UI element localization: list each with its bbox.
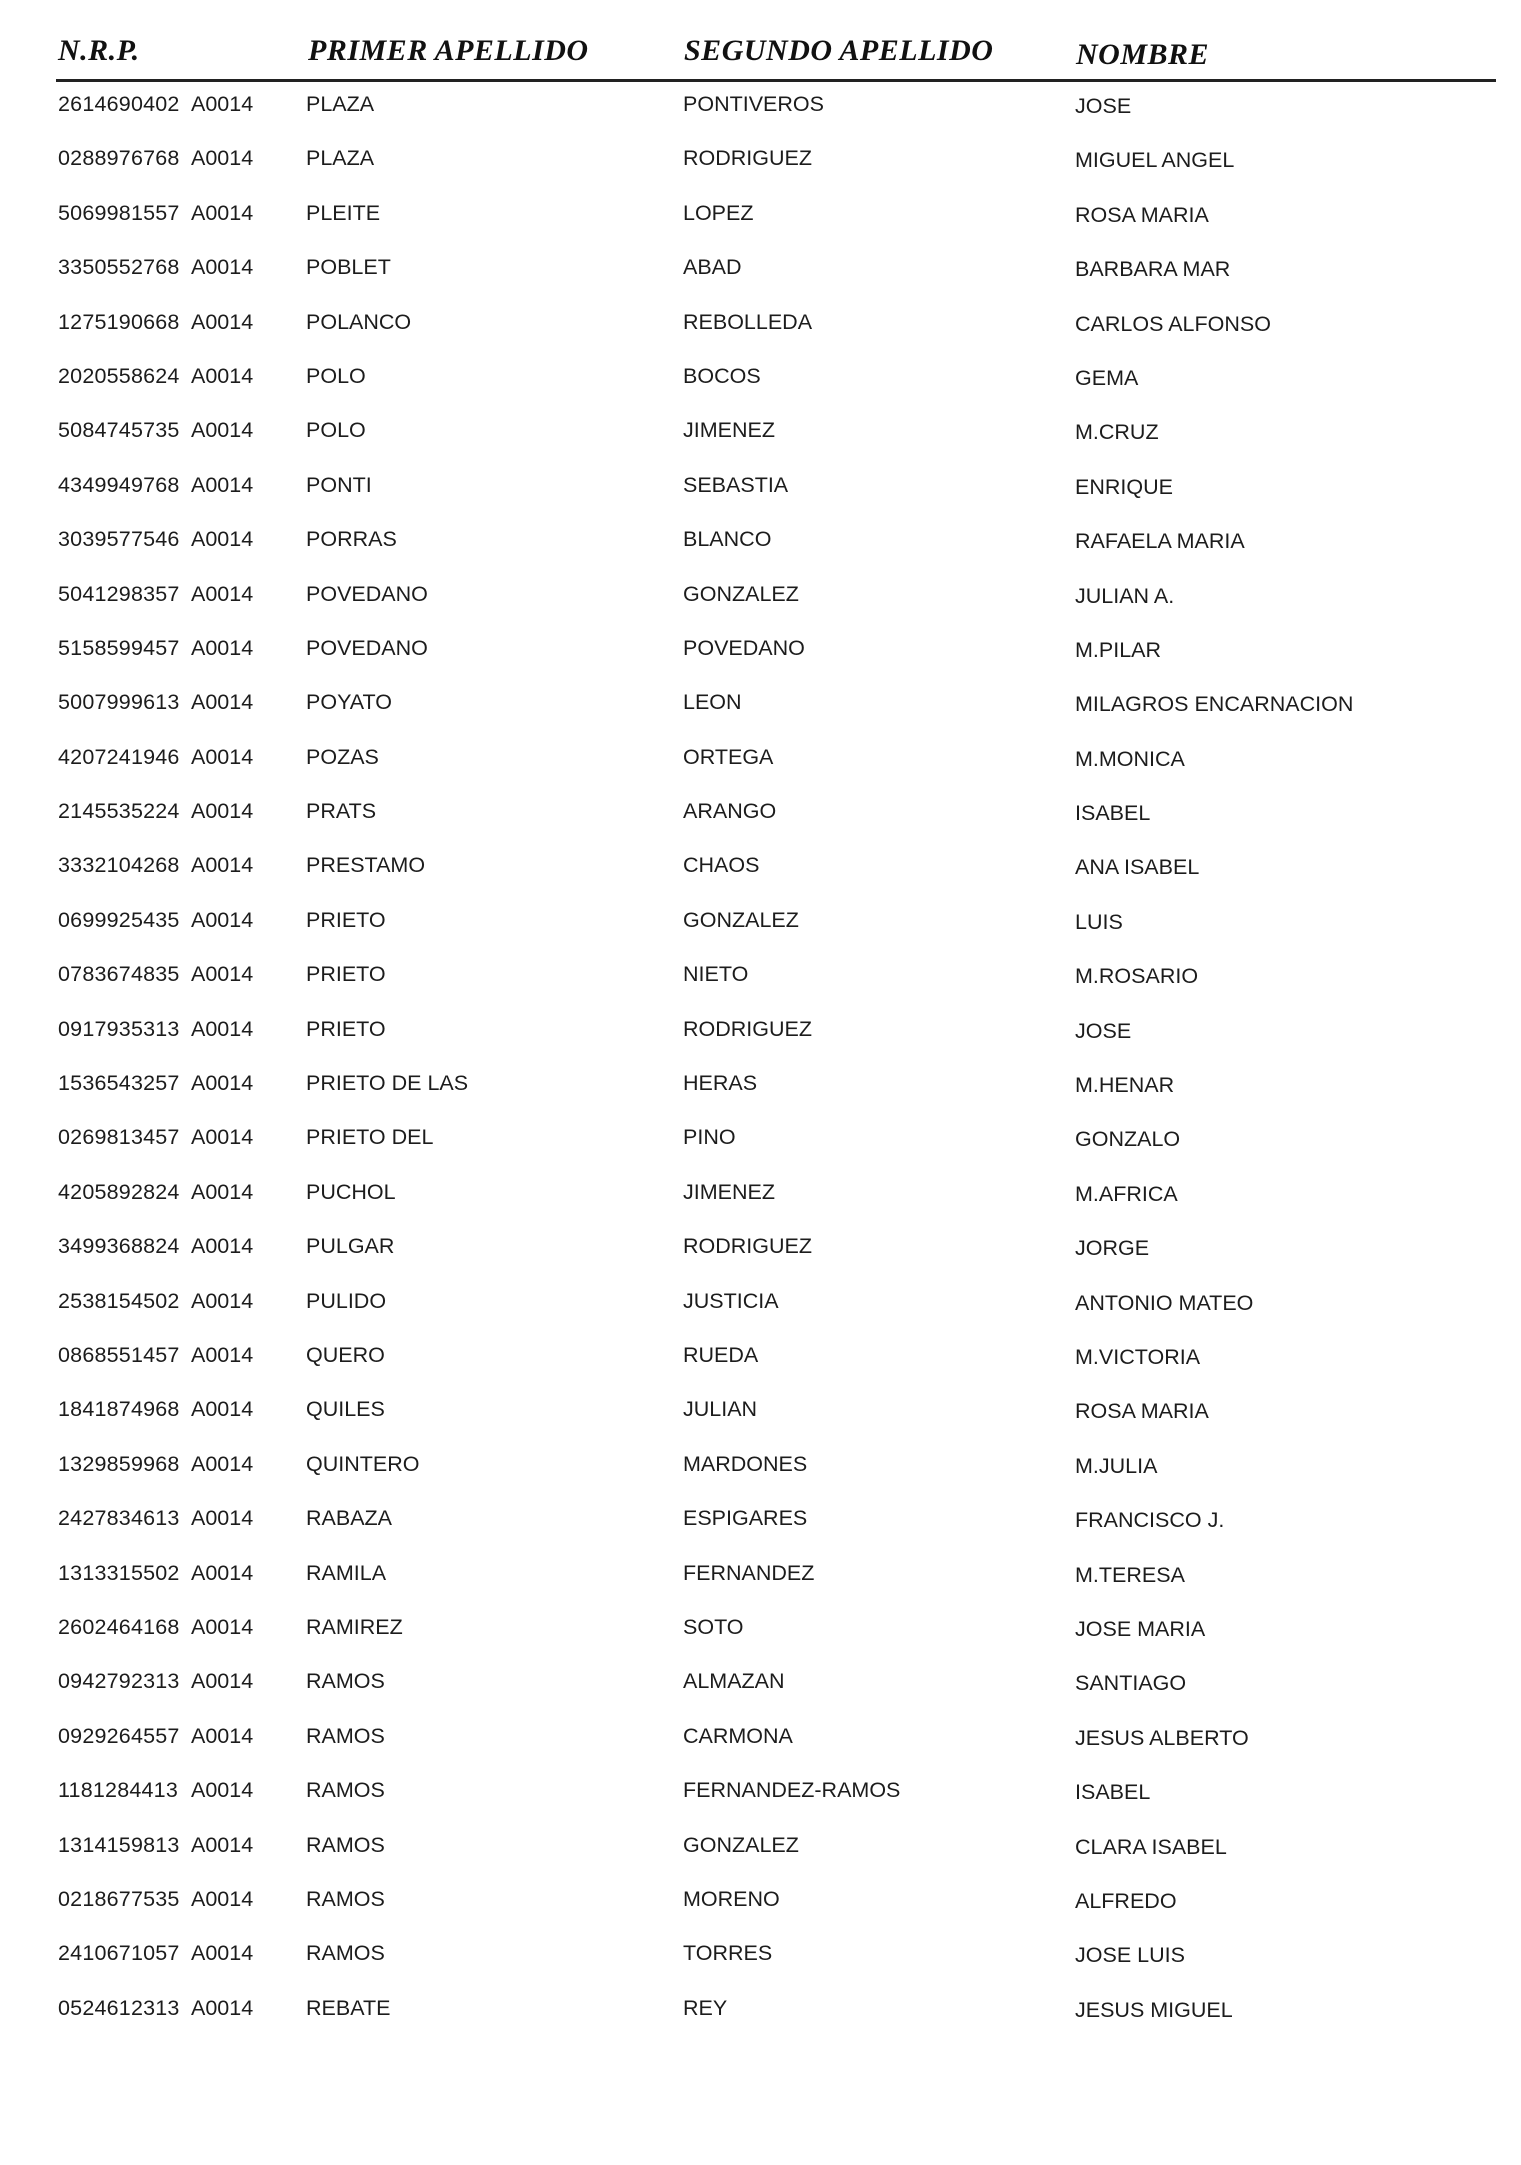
cell-primer-apellido: POLO <box>306 418 366 443</box>
cell-primer-apellido: PULIDO <box>306 1288 387 1313</box>
cell-primer-apellido: PLAZA <box>306 146 375 171</box>
cell-nombre: M.VICTORIA <box>1075 1344 1201 1369</box>
cell-code: A0014 <box>191 363 254 388</box>
table-row <box>0 354 1521 408</box>
cell-code: A0014 <box>191 690 254 715</box>
cell-primer-apellido: RAMIREZ <box>306 1614 403 1639</box>
cell-primer-apellido: RAMOS <box>306 1723 385 1748</box>
cell-nombre: LUIS <box>1075 909 1123 934</box>
cell-nrp: 3350552768 <box>58 255 180 280</box>
cell-nombre: M.JULIA <box>1075 1453 1158 1478</box>
cell-primer-apellido: PRIETO DEL <box>306 1125 434 1150</box>
cell-segundo-apellido: JULIAN <box>683 1397 758 1422</box>
cell-code: A0014 <box>191 799 254 824</box>
cell-nrp: 0288976768 <box>58 146 180 171</box>
cell-primer-apellido: PRATS <box>306 799 377 824</box>
cell-code: A0014 <box>191 1451 254 1476</box>
cell-nrp: 0783674835 <box>58 962 180 987</box>
cell-code: A0014 <box>191 1669 254 1694</box>
header-nombre: NOMBRE <box>1076 38 1210 71</box>
cell-nombre: JOSE <box>1075 1018 1132 1043</box>
cell-primer-apellido: PRESTAMO <box>306 853 426 878</box>
cell-nombre: JULIAN A. <box>1075 583 1175 608</box>
table-body <box>0 82 1521 2040</box>
table-row <box>0 136 1521 190</box>
table-row <box>0 1333 1521 1387</box>
cell-nrp: 2602464168 <box>58 1614 180 1639</box>
cell-primer-apellido: POLANCO <box>306 309 412 334</box>
cell-primer-apellido: POLO <box>306 363 366 388</box>
cell-nombre: BARBARA MAR <box>1075 257 1231 282</box>
header-primer-apellido: PRIMER APELLIDO <box>308 34 589 67</box>
table-row <box>0 1115 1521 1169</box>
table-row <box>0 408 1521 462</box>
cell-nrp: 1314159813 <box>58 1832 180 1857</box>
table-row <box>0 1714 1521 1768</box>
cell-nrp: 4205892824 <box>58 1179 180 1204</box>
cell-code: A0014 <box>191 255 254 280</box>
cell-nombre: FRANCISCO J. <box>1075 1508 1225 1533</box>
table-row <box>0 1768 1521 1822</box>
cell-primer-apellido: QUINTERO <box>306 1451 420 1476</box>
cell-nombre: ANTONIO MATEO <box>1075 1290 1254 1315</box>
cell-segundo-apellido: FERNANDEZ <box>683 1560 815 1585</box>
table-row <box>0 735 1521 789</box>
cell-primer-apellido: PONTI <box>306 472 372 497</box>
cell-nrp: 1329859968 <box>58 1451 180 1476</box>
cell-code: A0014 <box>191 581 254 606</box>
cell-nombre: ISABEL <box>1075 801 1151 826</box>
cell-segundo-apellido: REBOLLEDA <box>683 309 813 334</box>
cell-nombre: JOSE LUIS <box>1075 1943 1185 1968</box>
cell-segundo-apellido: JUSTICIA <box>683 1288 779 1313</box>
cell-segundo-apellido: BLANCO <box>683 527 772 552</box>
cell-segundo-apellido: MARDONES <box>683 1451 808 1476</box>
cell-segundo-apellido: FERNANDEZ-RAMOS <box>683 1778 901 1803</box>
cell-nombre: M.HENAR <box>1075 1073 1175 1098</box>
cell-nombre: GEMA <box>1075 365 1139 390</box>
table-row <box>0 1877 1521 1931</box>
cell-segundo-apellido: GONZALEZ <box>683 1832 799 1857</box>
cell-segundo-apellido: RODRIGUEZ <box>683 1234 812 1259</box>
cell-nombre: JORGE <box>1075 1236 1150 1261</box>
cell-code: A0014 <box>191 1832 254 1857</box>
cell-segundo-apellido: TORRES <box>683 1941 773 1966</box>
cell-nombre: RAFAELA MARIA <box>1075 529 1245 554</box>
cell-nrp: 5041298357 <box>58 581 180 606</box>
cell-code: A0014 <box>191 1288 254 1313</box>
cell-primer-apellido: RAMOS <box>306 1941 385 1966</box>
cell-nrp: 1181284413 <box>58 1778 178 1803</box>
cell-nombre: M.AFRICA <box>1075 1181 1178 1206</box>
table-row <box>0 1224 1521 1278</box>
table-row <box>0 517 1521 571</box>
cell-nombre: M.PILAR <box>1075 637 1162 662</box>
cell-segundo-apellido: NIETO <box>683 962 749 987</box>
cell-nrp: 5158599457 <box>58 635 180 660</box>
cell-primer-apellido: RAMOS <box>306 1832 385 1857</box>
cell-primer-apellido: PUCHOL <box>306 1179 396 1204</box>
cell-segundo-apellido: PONTIVEROS <box>683 92 824 116</box>
cell-segundo-apellido: RODRIGUEZ <box>683 146 812 171</box>
cell-segundo-apellido: LEON <box>683 690 742 715</box>
cell-segundo-apellido: HERAS <box>683 1071 758 1096</box>
cell-nrp: 5069981557 <box>58 200 180 225</box>
cell-primer-apellido: PRIETO DE LAS <box>306 1071 469 1096</box>
cell-nombre: JESUS MIGUEL <box>1075 1997 1233 2022</box>
cell-nombre: ISABEL <box>1075 1780 1151 1805</box>
table-row <box>0 626 1521 680</box>
cell-code: A0014 <box>191 92 254 116</box>
cell-primer-apellido: PLEITE <box>306 200 381 225</box>
cell-nrp: 5084745735 <box>58 418 180 443</box>
cell-nombre: ROSA MARIA <box>1075 1399 1209 1424</box>
cell-primer-apellido: POYATO <box>306 690 393 715</box>
cell-segundo-apellido: ABAD <box>683 255 742 280</box>
cell-nombre: M.ROSARIO <box>1075 964 1199 989</box>
cell-segundo-apellido: ARANGO <box>683 799 777 824</box>
cell-segundo-apellido: POVEDANO <box>683 635 805 660</box>
cell-nombre: ALFREDO <box>1075 1888 1177 1913</box>
cell-primer-apellido: RAMOS <box>306 1886 385 1911</box>
cell-nrp: 3499368824 <box>58 1234 180 1259</box>
cell-code: A0014 <box>191 1234 254 1259</box>
table-row <box>0 1931 1521 1985</box>
cell-nombre: JOSE <box>1075 94 1132 118</box>
cell-code: A0014 <box>191 1778 254 1803</box>
cell-nrp: 1275190668 <box>58 309 180 334</box>
table-header <box>0 26 1521 76</box>
cell-nrp: 0699925435 <box>58 907 180 932</box>
cell-code: A0014 <box>191 1560 254 1585</box>
cell-primer-apellido: POVEDANO <box>306 635 428 660</box>
table-row <box>0 952 1521 1006</box>
cell-primer-apellido: POZAS <box>306 744 379 769</box>
cell-code: A0014 <box>191 309 254 334</box>
cell-segundo-apellido: ORTEGA <box>683 744 774 769</box>
cell-primer-apellido: RAMILA <box>306 1560 387 1585</box>
cell-primer-apellido: PRIETO <box>306 962 386 987</box>
cell-segundo-apellido: SEBASTIA <box>683 472 789 497</box>
table-row <box>0 82 1521 136</box>
cell-nrp: 0929264557 <box>58 1723 180 1748</box>
cell-primer-apellido: REBATE <box>306 1995 391 2020</box>
cell-primer-apellido: PULGAR <box>306 1234 395 1259</box>
cell-primer-apellido: RAMOS <box>306 1778 385 1803</box>
cell-nombre: CARLOS ALFONSO <box>1075 311 1271 336</box>
table-row <box>0 1061 1521 1115</box>
cell-nrp: 4349949768 <box>58 472 180 497</box>
table-row <box>0 1442 1521 1496</box>
cell-nrp: 0868551457 <box>58 1342 180 1367</box>
cell-segundo-apellido: JIMENEZ <box>683 1179 775 1204</box>
cell-nrp: 5007999613 <box>58 690 180 715</box>
cell-segundo-apellido: CARMONA <box>683 1723 793 1748</box>
cell-code: A0014 <box>191 527 254 552</box>
table-row <box>0 843 1521 897</box>
cell-code: A0014 <box>191 418 254 443</box>
cell-segundo-apellido: REY <box>683 1995 728 2020</box>
cell-code: A0014 <box>191 472 254 497</box>
cell-code: A0014 <box>191 1179 254 1204</box>
cell-segundo-apellido: CHAOS <box>683 853 760 878</box>
cell-nombre: MIGUEL ANGEL <box>1075 148 1235 173</box>
table-row <box>0 1551 1521 1605</box>
cell-nrp: 0917935313 <box>58 1016 180 1041</box>
cell-nombre: M.CRUZ <box>1075 420 1159 445</box>
cell-nombre: JOSE MARIA <box>1075 1616 1206 1641</box>
cell-primer-apellido: POVEDANO <box>306 581 428 606</box>
cell-nombre: M.TERESA <box>1075 1562 1185 1587</box>
cell-code: A0014 <box>191 146 254 171</box>
cell-nrp: 0218677535 <box>58 1886 180 1911</box>
table-row <box>0 1007 1521 1061</box>
cell-nombre: M.MONICA <box>1075 746 1185 771</box>
cell-code: A0014 <box>191 1723 254 1748</box>
header-segundo-apellido: SEGUNDO APELLIDO <box>684 34 994 67</box>
cell-nrp: 0524612313 <box>58 1995 180 2020</box>
cell-nombre: ROSA MARIA <box>1075 202 1209 227</box>
cell-nombre: JESUS ALBERTO <box>1075 1725 1249 1750</box>
table-row <box>0 1170 1521 1224</box>
cell-code: A0014 <box>191 744 254 769</box>
cell-primer-apellido: RABAZA <box>306 1506 393 1531</box>
cell-code: A0014 <box>191 635 254 660</box>
table-row <box>0 245 1521 299</box>
cell-segundo-apellido: JIMENEZ <box>683 418 775 443</box>
cell-nrp: 4207241946 <box>58 744 180 769</box>
table-row <box>0 1387 1521 1441</box>
cell-primer-apellido: RAMOS <box>306 1669 385 1694</box>
cell-code: A0014 <box>191 1071 254 1096</box>
table-row <box>0 191 1521 245</box>
table-row <box>0 1659 1521 1713</box>
cell-nrp: 3332104268 <box>58 853 180 878</box>
cell-segundo-apellido: GONZALEZ <box>683 907 799 932</box>
table-row <box>0 1986 1521 2040</box>
table-row <box>0 680 1521 734</box>
cell-nrp: 2538154502 <box>58 1288 180 1313</box>
cell-nombre: ENRIQUE <box>1075 474 1173 499</box>
cell-primer-apellido: QUERO <box>306 1342 385 1367</box>
cell-nrp: 2145535224 <box>58 799 180 824</box>
table-row <box>0 1823 1521 1877</box>
table-row <box>0 572 1521 626</box>
cell-nombre: ANA ISABEL <box>1075 855 1200 880</box>
table-row <box>0 463 1521 517</box>
cell-segundo-apellido: GONZALEZ <box>683 581 799 606</box>
table-row <box>0 300 1521 354</box>
table-row <box>0 1496 1521 1550</box>
cell-nrp: 0942792313 <box>58 1669 180 1694</box>
cell-code: A0014 <box>191 1397 254 1422</box>
cell-segundo-apellido: RUEDA <box>683 1342 759 1367</box>
cell-nrp: 1536543257 <box>58 1071 180 1096</box>
cell-nrp: 0269813457 <box>58 1125 180 1150</box>
cell-nrp: 2020558624 <box>58 363 180 388</box>
table-row <box>0 1605 1521 1659</box>
cell-segundo-apellido: ALMAZAN <box>683 1669 785 1694</box>
cell-nombre: CLARA ISABEL <box>1075 1834 1227 1859</box>
cell-nrp: 1313315502 <box>58 1560 180 1585</box>
cell-code: A0014 <box>191 962 254 987</box>
cell-nrp: 2427834613 <box>58 1506 180 1531</box>
cell-code: A0014 <box>191 907 254 932</box>
cell-nombre: GONZALO <box>1075 1127 1181 1152</box>
cell-code: A0014 <box>191 1506 254 1531</box>
cell-primer-apellido: PRIETO <box>306 1016 386 1041</box>
cell-segundo-apellido: PINO <box>683 1125 736 1150</box>
cell-code: A0014 <box>191 1614 254 1639</box>
cell-segundo-apellido: MORENO <box>683 1886 780 1911</box>
cell-code: A0014 <box>191 1342 254 1367</box>
cell-code: A0014 <box>191 1941 254 1966</box>
cell-segundo-apellido: ESPIGARES <box>683 1506 808 1531</box>
cell-nrp: 1841874968 <box>58 1397 180 1422</box>
cell-code: A0014 <box>191 853 254 878</box>
cell-code: A0014 <box>191 1016 254 1041</box>
cell-nrp: 2410671057 <box>58 1941 180 1966</box>
table-row <box>0 898 1521 952</box>
cell-code: A0014 <box>191 1995 254 2020</box>
cell-segundo-apellido: SOTO <box>683 1614 744 1639</box>
cell-primer-apellido: QUILES <box>306 1397 385 1422</box>
table-row <box>0 789 1521 843</box>
cell-code: A0014 <box>191 1125 254 1150</box>
cell-nrp: 2614690402 <box>58 92 180 116</box>
cell-primer-apellido: PRIETO <box>306 907 386 932</box>
cell-segundo-apellido: BOCOS <box>683 363 761 388</box>
cell-segundo-apellido: LOPEZ <box>683 200 754 225</box>
cell-nrp: 3039577546 <box>58 527 180 552</box>
cell-primer-apellido: PORRAS <box>306 527 397 552</box>
cell-nombre: MILAGROS ENCARNACION <box>1075 692 1354 717</box>
cell-primer-apellido: POBLET <box>306 255 391 280</box>
cell-nombre: SANTIAGO <box>1075 1671 1187 1696</box>
table-row <box>0 1279 1521 1333</box>
cell-primer-apellido: PLAZA <box>306 92 375 116</box>
cell-segundo-apellido: RODRIGUEZ <box>683 1016 812 1041</box>
cell-code: A0014 <box>191 1886 254 1911</box>
header-nrp: N.R.P. <box>58 34 140 67</box>
cell-code: A0014 <box>191 200 254 225</box>
